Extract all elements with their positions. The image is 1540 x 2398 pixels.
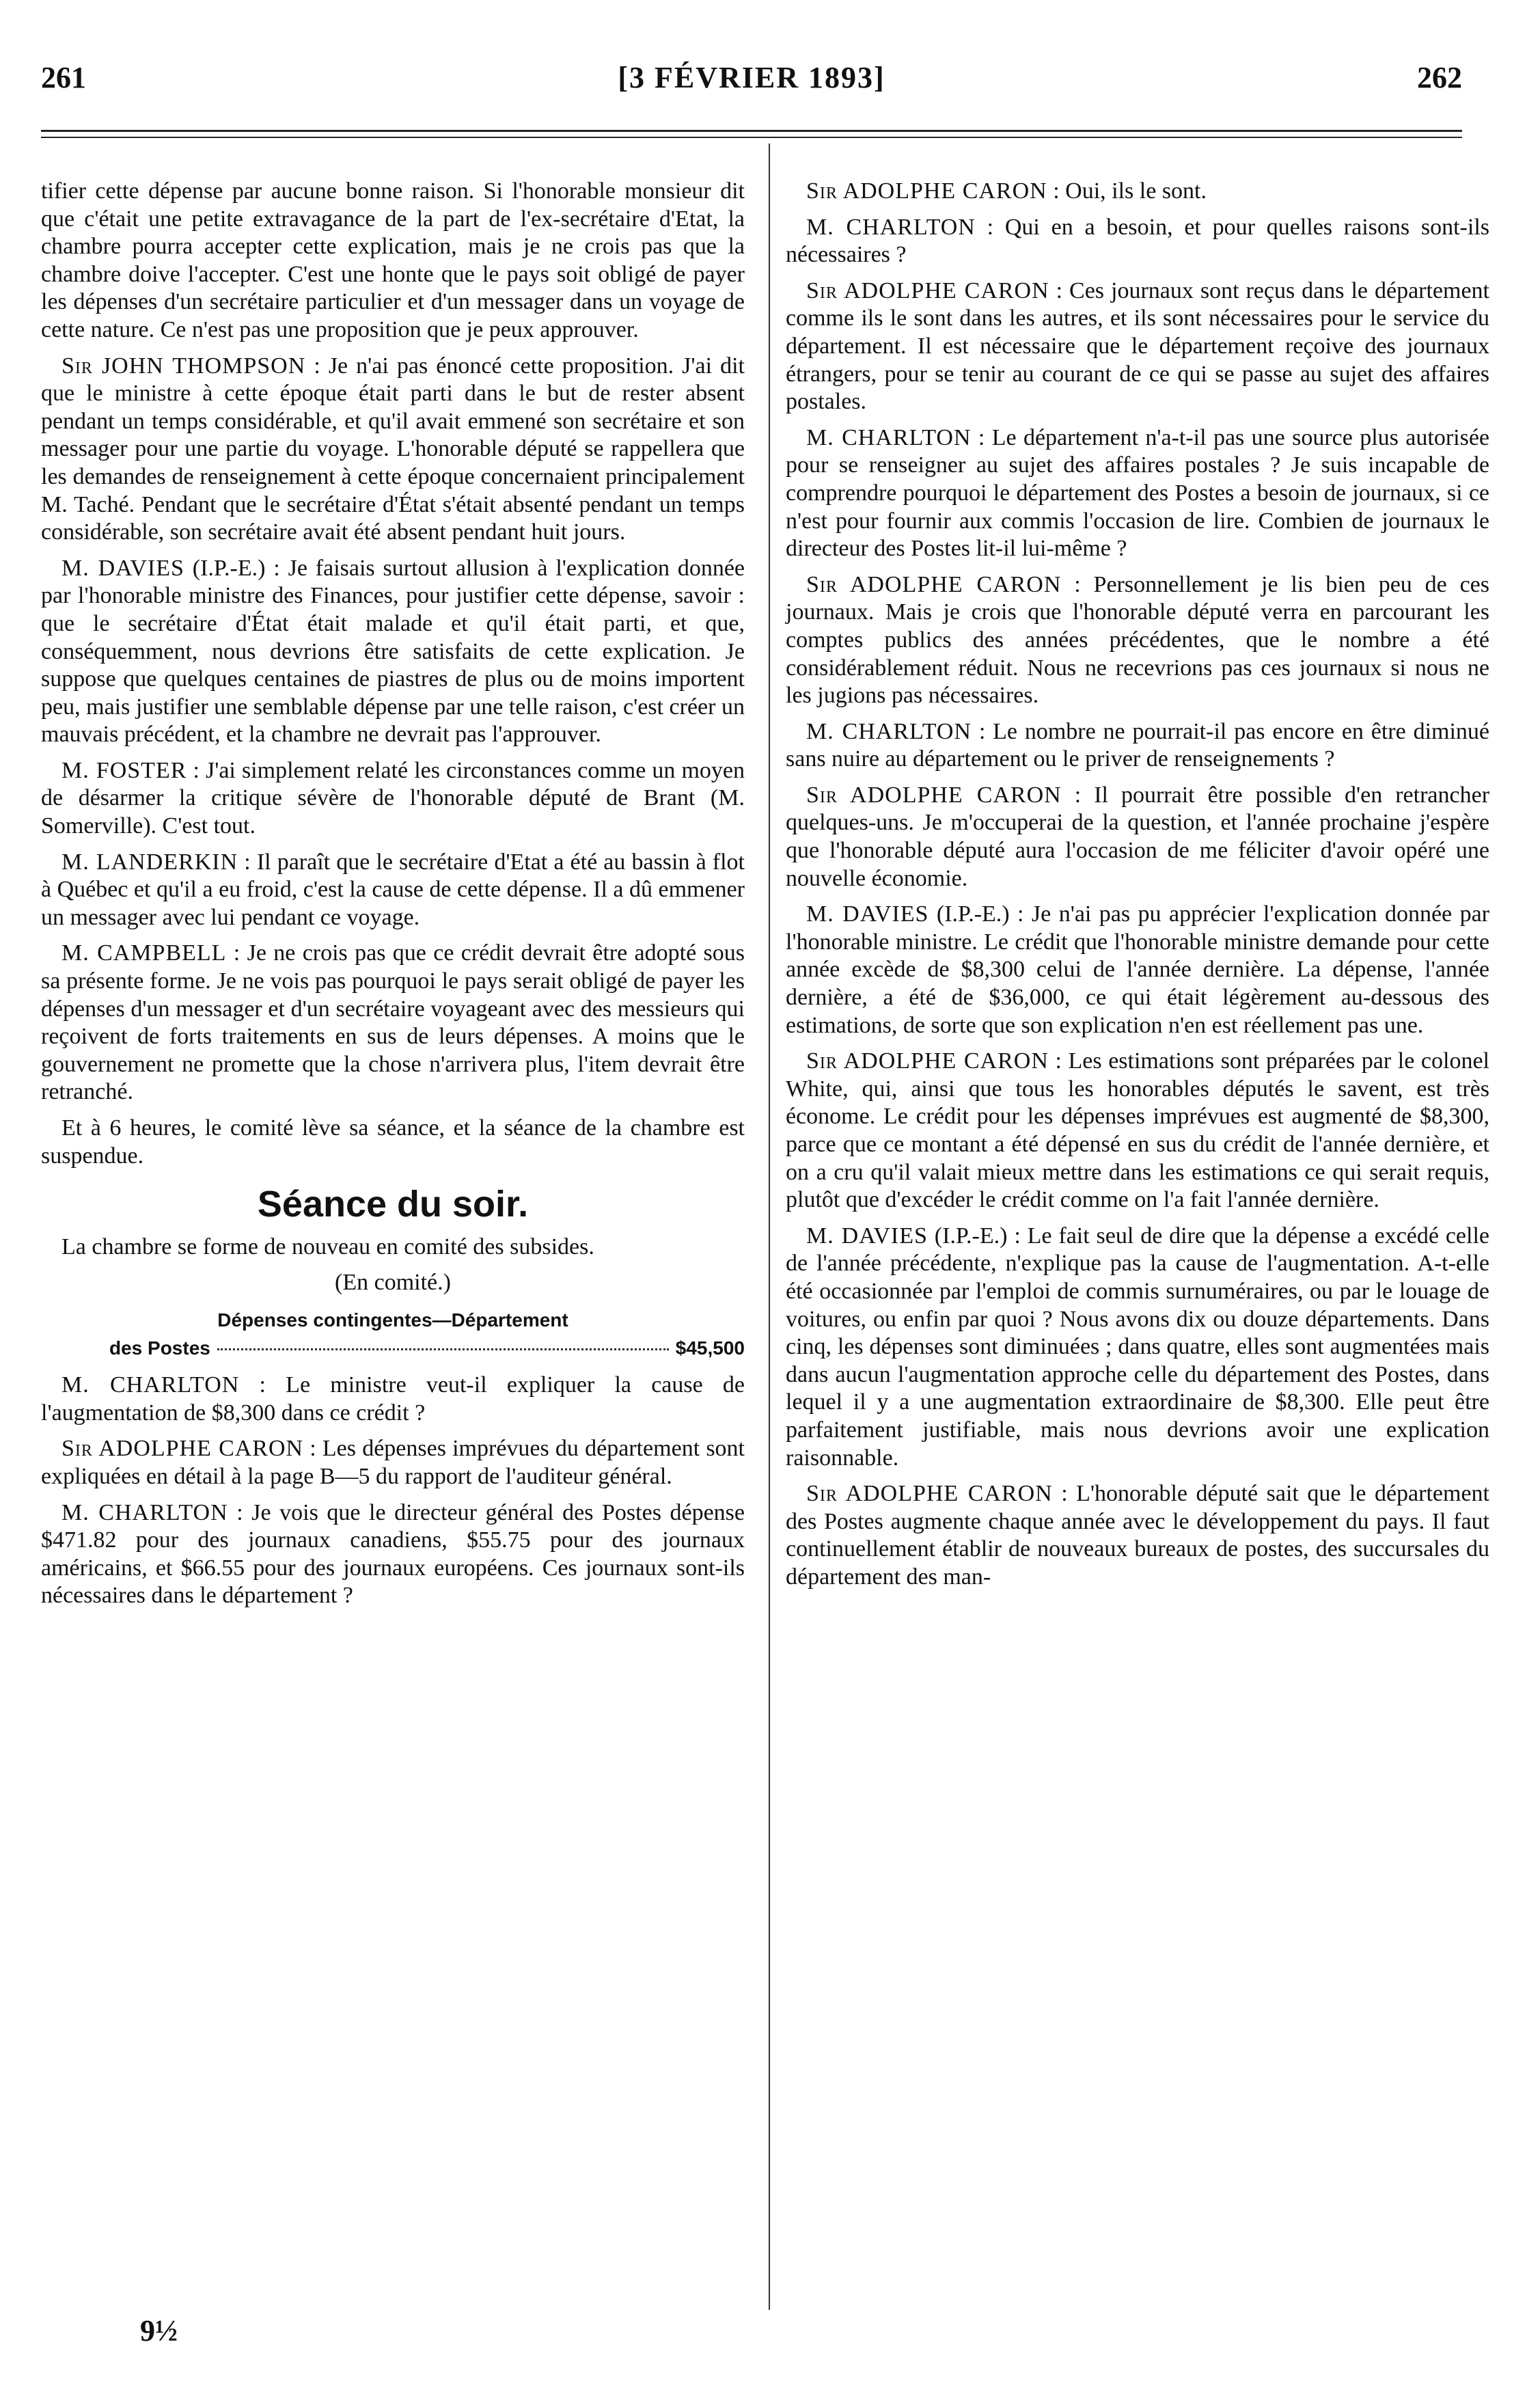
paragraph: Sir ADOLPHE CARON : Oui, ils le sont. xyxy=(806,178,1207,204)
paragraph: M. CAMPBELL : Je ne crois pas que ce crédit devrait être adopté sous sa présente forme. Je ne vois pas pourquoi le pays serait obligé de payer les dépenses d'un messager et d'un secrétaire voyageant avec des messieurs qui reçoivent de forts traitements en sus de leurs dépenses. A moins que le gouvernement ne promette que la chose n'arrivera plus, l'item devrait être retranché. xyxy=(41,940,745,1105)
page-number-left: 261 xyxy=(41,61,86,94)
budget-item xyxy=(41,1307,745,1362)
speaker-name: M. CHARLTON xyxy=(806,718,972,744)
left-column xyxy=(41,178,745,1618)
paragraph: M. CHARLTON : Le nombre ne pourrait-il pas encore en être diminué sans nuire au département ou le priver de renseignements ? xyxy=(786,718,1489,772)
paragraph: Sir ADOLPHE CARON : L'honorable député sait que le département des Postes augmente chaque année avec le développement du pays. Il faut continuellement établir de nouveaux bureaux de postes, des succursales du département des man- xyxy=(786,1481,1489,1590)
speaker-name: Sir ADOLPHE CARON xyxy=(806,571,1062,597)
paragraph: M. DAVIES (I.P.-E.) : Le fait seul de dire que la dépense a excédé celle de l'année précédente, n'explique pas la cause de l'augmentation. A-t-elle été occasionnée par l'emploi de commis surnuméraires, ou par le louage de voitures, ou enfin par quoi ? Nous avons dix ou douze départements. Dans cinq, les dépenses sont diminuées ; dans quatre, elles sont augmentées mais dans aucun l'augmentation approche celle du département des Postes, dans lequel il y a une augmentation extraordinaire de $8,300. Elle peut être parfaitement justifiable, mais nous devrions avoir une explication raisonnable. xyxy=(786,1223,1490,1471)
speaker-name: Sir ADOLPHE CARON xyxy=(806,782,1062,808)
paragraph: M. DAVIES (I.P.-E.) : Je faisais surtout allusion à l'explication donnée par l'honorable ministre des Finances, pour justifier cette dépense, savoir : que le secrétaire d'État était malade et qu'il était parti, et que, conséquemment, nous devrions être satisfaits de cette explication. Je suppose que quelques centaines de piastres de plus ou de moins importent peu, mais justifier une semblable dépense par une telle raison, c'est créer un mauvais précédent, et la chambre ne devrait pas l'approuver. xyxy=(41,555,745,748)
budget-item-amount: $45,500 xyxy=(675,1337,745,1359)
speaker-name: M. FOSTER xyxy=(61,757,187,783)
header-rule-top xyxy=(41,130,1462,132)
paragraph: tifier cette dépense par aucune bonne raison. Si l'honorable monsieur dit que c'était une petite extravagance de la part de l'ex-secrétaire d'Etat, la chambre pourra accepter cette explication, mais je ne crois pas que la chambre doive l'accepter. C'est une honte que le pays soit obligé de payer les dépenses d'un secrétaire particulier et d'un messager dans un voyage de cette nature. Ce n'est pas une proposition que je peux approuver. xyxy=(41,178,745,342)
paragraph: M. LANDERKIN : Il paraît que le secrétaire d'Etat a été au bassin à flot à Québec et qu'il a eu froid, c'est la cause de cette dépense. Il a dû emmener un messager avec lui pendant ce voyage. xyxy=(41,849,745,930)
paragraph: Et à 6 heures, le comité lève sa séance, et la séance de la chambre est suspendue. xyxy=(41,1115,745,1169)
speaker-name: Sir ADOLPHE CARON xyxy=(806,178,1047,204)
speaker-name: M. CAMPBELL xyxy=(61,940,227,966)
dot-leader xyxy=(217,1348,669,1350)
section-intro: La chambre se forme de nouveau en comité des subsides. xyxy=(61,1234,594,1259)
paragraph: M. DAVIES (I.P.-E.) : Je n'ai pas pu apprécier l'explication donnée par l'honorable ministre. Le crédit que l'honorable ministre demande pour cette année excède de $8,300 celui de l'année dernière. La dépense, l'année dernière, a été de $36,000, ce qui était légèrement au-dessous des estimations, de sorte que son explication n'en est réellement pas une. xyxy=(786,901,1490,1038)
committee-label: (En comité.) xyxy=(335,1270,451,1296)
speaker-name: Sir ADOLPHE CARON xyxy=(61,1436,304,1462)
signature-mark: 9½ xyxy=(140,2314,178,2347)
speaker-name: M. CHARLTON xyxy=(61,1499,228,1525)
paragraph: Sir ADOLPHE CARON : Il pourrait être possible d'en retrancher quelques-uns. Je m'occuperai de la question, et l'année prochaine j'espère que l'honorable député aura l'occasion de me féliciter d'avoir opéré une nouvelle économie. xyxy=(786,782,1490,891)
paragraph: M. CHARLTON : Le ministre veut-il expliquer la cause de l'augmentation de $8,300 dans ce crédit ? xyxy=(41,1372,745,1426)
speaker-name: Sir ADOLPHE CARON xyxy=(806,277,1049,303)
speaker-name: Sir ADOLPHE CARON xyxy=(806,1481,1053,1507)
header-rule-bottom xyxy=(41,137,1462,138)
paragraph: Sir ADOLPHE CARON : Les dépenses imprévues du département sont expliquées en détail à la page B—5 du rapport de l'auditeur général. xyxy=(41,1436,745,1489)
speaker-name: M. CHARLTON xyxy=(61,1372,240,1398)
page-number-right: 262 xyxy=(1417,61,1462,94)
speaker-name: M. DAVIES xyxy=(61,555,184,581)
right-column xyxy=(786,178,1489,1600)
speaker-name: M. CHARLTON xyxy=(806,424,972,450)
speaker-name: M. DAVIES xyxy=(806,901,929,927)
budget-item-title: Dépenses contingentes—Département xyxy=(217,1309,568,1331)
speaker-name: M. CHARLTON xyxy=(806,214,976,240)
speaker-name: M. LANDERKIN xyxy=(61,849,238,875)
paragraph: Sir JOHN THOMPSON : Je n'ai pas énoncé cette proposition. J'ai dit que le ministre à cette époque était parti dans le but de rester absent pendant un temps considérable, et qu'il avait emmené son secrétaire et son messager pour une partie du voyage. L'honorable député se rappellera que les demandes de renseignement à cette époque concernaient principalement M. Taché. Pendant que le secrétaire d'État s'était absenté pendant un temps considérable, son secrétaire avait été absent pendant huit jours. xyxy=(41,353,745,545)
paragraph: M. FOSTER : J'ai simplement relaté les circonstances comme un moyen de désarmer la critique sévère de l'honorable député de Brant (M. Somerville). C'est tout. xyxy=(41,757,745,839)
section-title: Séance du soir. xyxy=(257,1184,529,1225)
paragraph: Sir ADOLPHE CARON : Les estimations sont préparées par le colonel White, qui, ainsi que tous les honorables députés le savent, est très économe. Le crédit pour les dépenses imprévues est augmenté de $8,300, parce que ce montant a été dépensé en sus du crédit de l'année dernière, et on a cru qu'il valait mieux mettre dans les estimations ce qui serait requis, plutôt que d'excéder le crédit comme on l'a fait l'année dernière. xyxy=(786,1048,1489,1213)
speaker-name: Sir ADOLPHE CARON xyxy=(806,1048,1049,1074)
page-header xyxy=(41,48,1462,103)
page-date-title: [3 FÉVRIER 1893] xyxy=(618,61,885,94)
paragraph: Sir ADOLPHE CARON : Ces journaux sont reçus dans le département comme ils le sont dans les autres, et ils sont nécessaires pour le service du département. Il est nécessaire que le département reçoive des journaux étrangers, pour se tenir au courant de ce qui se passe au sujet des affaires postales. xyxy=(786,277,1489,415)
paragraph: Sir ADOLPHE CARON : Personnellement je lis bien peu de ces journaux. Mais je crois que l'honorable député verra en parcourant les comptes publics des années précédentes, que le nombre a été considérablement réduit. Nous ne recevrions pas ces journaux si nous ne les jugions pas nécessaires. xyxy=(786,571,1489,709)
paragraph: M. CHARLTON : Je vois que le directeur général des Postes dépense $471.82 pour des journaux canadiens, $55.75 pour des journaux américains, et $66.55 pour des journaux européens. Ces journaux sont-ils nécessaires dans le département ? xyxy=(41,1499,745,1609)
paragraph: M. CHARLTON : Le département n'a-t-il pas une source plus autorisée pour se renseigner au sujet des affaires postales ? Je suis incapable de comprendre pourquoi le département des Postes a besoin de journaux, si ce n'est pour fournir aux commis l'occasion de lire. Combien de journaux le directeur des Postes lit-il lui-même ? xyxy=(786,424,1490,562)
speaker-name: M. DAVIES xyxy=(806,1223,928,1249)
column-divider xyxy=(769,144,770,2310)
budget-item-subtitle: des Postes xyxy=(109,1337,210,1359)
speaker-name: Sir JOHN THOMPSON xyxy=(61,353,306,379)
paragraph: M. CHARLTON : Qui en a besoin, et pour quelles raisons sont-ils nécessaires ? xyxy=(786,214,1490,268)
